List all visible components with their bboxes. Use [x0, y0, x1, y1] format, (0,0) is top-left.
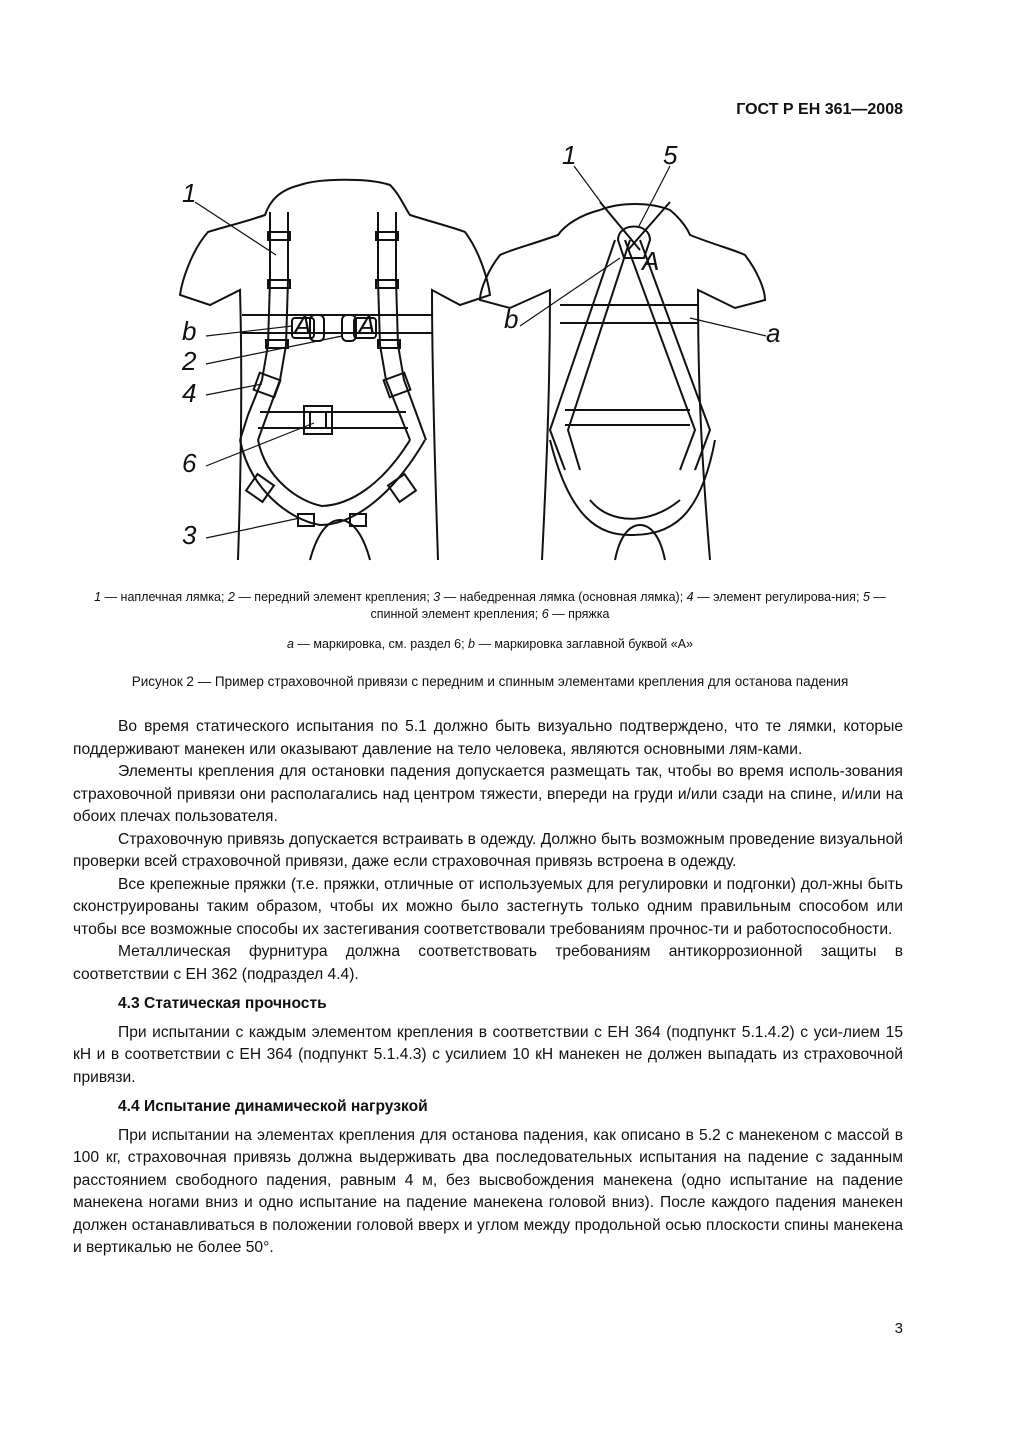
- dorsal-marking-letter: A: [642, 246, 660, 276]
- page-number: 3: [894, 1320, 903, 1337]
- label-1-right: 1: [562, 140, 577, 170]
- label-a-right: a: [766, 318, 781, 348]
- label-1-left: 1: [182, 178, 197, 208]
- front-marking-letter-left: A: [294, 310, 312, 340]
- figure-legend-markings: a — маркировка, см. раздел 6; b — маркировка заглавной буквой «А»: [286, 637, 694, 651]
- label-6-left: 6: [182, 448, 197, 478]
- paragraph: Страховочную привязь допускается встраивать в одежду. Должно быть возможным проведение визуальной проверки всей страховочной привязи, даже если страховочная привязь встроена в одежду.: [73, 830, 903, 870]
- paragraph: Металлическая фурнитура должна соответствовать требованиям антикоррозионной защиты в соответствии с ЕН 362 (подраздел 4.4).: [73, 943, 903, 983]
- section-heading-4-3: 4.3 Статическая прочность: [118, 995, 327, 1012]
- label-b-left: b: [182, 316, 197, 346]
- paragraph: Элементы крепления для остановки падения допускается размещать так, чтобы во время исполь-зования страховочной привязи они располагались над центром тяжести, впереди на груди и/или сзади на спине, и/или на обоих плечах пользователя.: [73, 763, 903, 825]
- paragraph: Во время статического испытания по 5.1 должно быть визуально подтверждено, что те лямки, которые поддерживают манекен или оказывают давление на тело человека, являются основными лям-ками.: [73, 718, 903, 758]
- section-heading-4-4: 4.4 Испытание динамической нагрузкой: [118, 1098, 428, 1115]
- paragraph: При испытании с каждым элементом крепления в соответствии с ЕН 364 (подпункт 5.1.4.2) с уси-лием 15 кН и в соответствии с ЕН 364 (подпункт 5.1.4.3) с усилием 10 кН манекен не должен выпадать из страховочной привязи.: [73, 1023, 903, 1086]
- figure-legend: 1 — наплечная лямка; 2 — передний элемент крепления; 3 — набедренная лямка (основная лямка); 4 — элемент регулирова-ния; 5 — спинной элемент крепления; 6 — пряжка: [94, 590, 886, 621]
- harness-drawing: [170, 140, 790, 570]
- harness-figure: [170, 140, 790, 570]
- label-2-left: 2: [182, 346, 197, 376]
- label-b-right: b: [504, 304, 519, 334]
- front-marking-letter-right: A: [358, 310, 376, 340]
- paragraph: Все крепежные пряжки (т.е. пряжки, отличные от используемых для регулировки и подгонки) дол-жны быть сконструированы таким образом, чтобы их можно было застегнуть только одним правильным способом или чтобы все возможные способы их застегивания соответствовали требованиям прочнос-ти и работоспособности.: [73, 875, 903, 938]
- label-4-left: 4: [182, 378, 197, 408]
- body-text: [73, 716, 903, 1260]
- figure-title: Рисунок 2 — Пример страховочной привязи с передним и спинным элементами крепления для останова падения: [131, 674, 849, 689]
- label-3-left: 3: [182, 520, 197, 550]
- document-code-header: ГОСТ Р ЕН 361—2008: [736, 101, 903, 118]
- label-5-right: 5: [663, 140, 678, 170]
- paragraph: При испытании на элементах крепления для останова падения, как описано в 5.2 с манекеном с массой в 100 кг, страховочная привязь должна выдерживать два последовательных испытания на падение с заданным расстоянием свободного падения, равным 4 м, без высвобождения манекена (одно испытание на падение манекена ногами вниз и одно испытание на падение манекена головой вниз). После каждого падения манекен должен останавливаться в положении головой вверх и углом между продольной осью плоскости спины манекена и вертикалью не более 50°.: [73, 1126, 903, 1256]
